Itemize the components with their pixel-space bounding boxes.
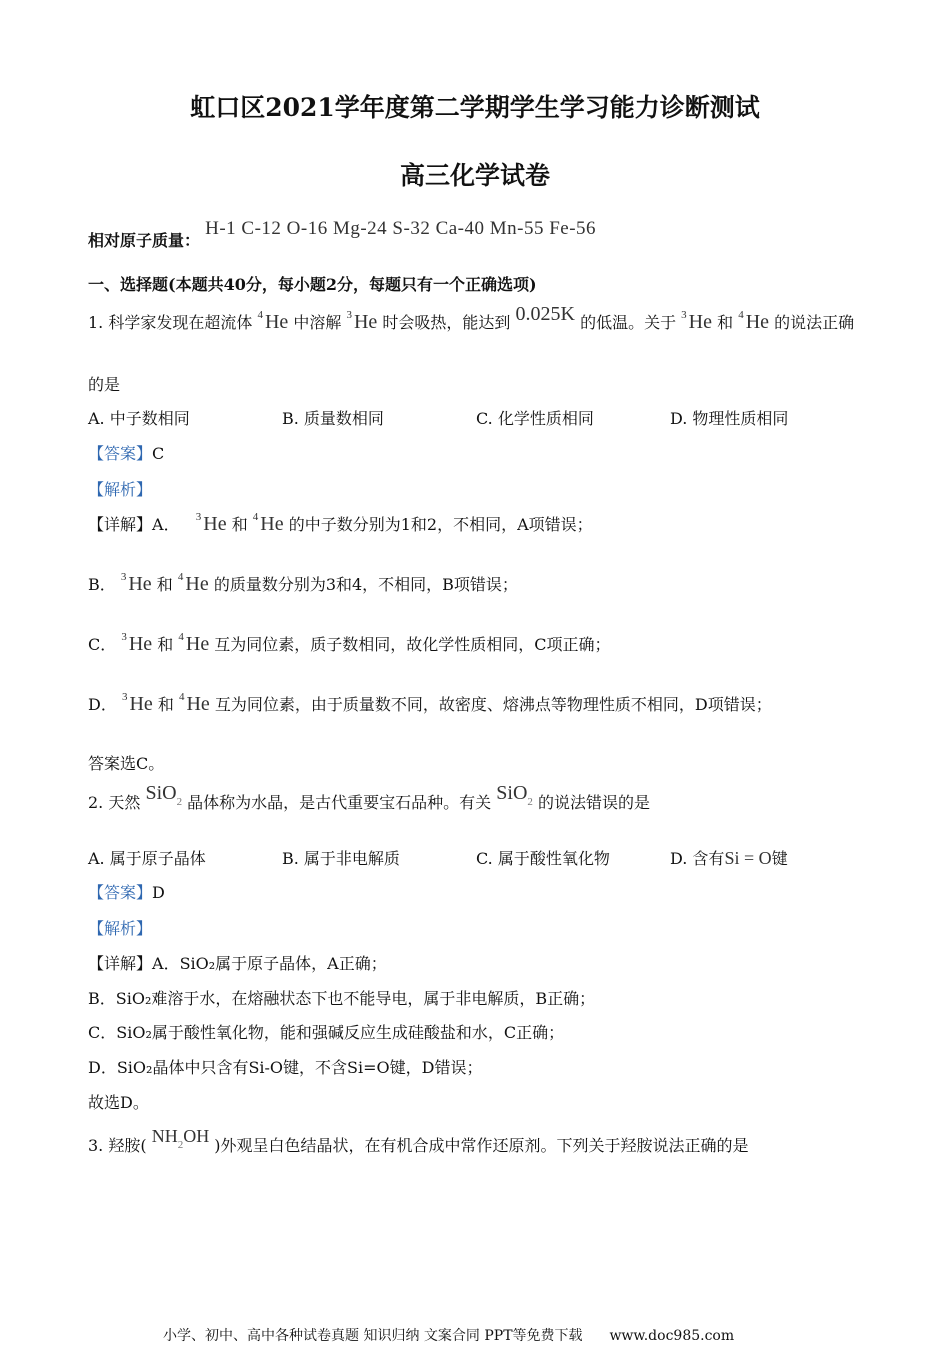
- atomic-masses: [88, 218, 597, 250]
- q2-answer: [88, 880, 165, 903]
- answer-value: D: [152, 883, 165, 902]
- q1-stem-part: 的说法正确: [774, 313, 855, 332]
- q2-detail-4: D．SiO₂晶体中只含有Si-O键，不含Si=O键，D错误；: [88, 1058, 483, 1077]
- q1-option-c: C. 化学性质相同: [476, 409, 594, 428]
- q1-answer: [88, 441, 164, 464]
- footer-site-link[interactable]: www.doc985.com: [609, 1328, 735, 1344]
- answer-tag: 【答案】: [88, 444, 153, 463]
- q1-detail-b: B． $^3$ He 和 $^4$ He 的质量数分别为3和4，不相同，B项错误；: [88, 571, 518, 595]
- sio2-formula: SiO$_2$: [145, 782, 183, 808]
- q2-detail-1: 【详解】A．SiO₂属于原子晶体，A正确；: [88, 954, 387, 973]
- he3-formula: $^3$ He: [681, 309, 712, 333]
- q2-option-d: D. 含有Si = O键: [670, 848, 788, 868]
- q2-detail-3: C．SiO₂属于酸性氧化物，能和强碱反应生成硅酸盐和水，C正确；: [88, 1023, 565, 1042]
- q2-analysis-tag: 【解析】: [88, 919, 153, 938]
- q1-analysis-tag: 【解析】: [88, 480, 153, 499]
- and-word: 和: [717, 313, 734, 332]
- q1-stem-part: 时会吸热，能达到: [382, 313, 511, 332]
- he4-formula: $^4$ He: [178, 631, 210, 655]
- sio2-formula: SiO$_2$: [496, 782, 533, 808]
- footer: [163, 1325, 734, 1345]
- he4-formula: $^4$ He: [252, 511, 284, 535]
- he3-formula: $^3$ He: [195, 511, 227, 535]
- answer-tag: 【答案】: [88, 883, 153, 902]
- page-subtitle: 高三化学试卷: [399, 161, 550, 190]
- he4-formula: $^4$ He: [178, 691, 210, 715]
- q1-stem-part: 中溶解: [293, 313, 342, 332]
- q1-stem-part: 1. 科学家发现在超流体: [88, 313, 253, 332]
- q2-option-c: C. 属于酸性氧化物: [476, 849, 610, 868]
- detail-tag: 【详解】: [88, 515, 153, 534]
- question-3-stem: 3. 羟胺( $NH_2OH$ )外观呈白色结晶状，在有机合成中常作还原剂。下列关于羟胺说法正确的是: [88, 1126, 749, 1155]
- question-1-stem: [88, 303, 855, 334]
- footer-text: 小学、初中、高中各种试卷真题 知识归纳 文案合同 PPT等免费下载: [163, 1328, 583, 1344]
- si-o-double-bond: Si = O: [724, 848, 772, 868]
- he3-formula: $^3$ He: [121, 691, 153, 715]
- page-title: 虹口区2021学年度第二学期学生学习能力诊断测试: [190, 93, 760, 122]
- section-heading: 一、选择题(本题共40分，每小题2分，每题只有一个正确选项): [88, 275, 537, 294]
- he4-formula: $^4$ He: [177, 571, 209, 595]
- answer-value: C: [152, 444, 165, 463]
- he3-formula: $^3$ He: [120, 571, 152, 595]
- q2-option-b: B. 属于非电解质: [282, 849, 400, 868]
- q1-option-a: A. 中子数相同: [88, 409, 190, 428]
- q2-option-a: A. 属于原子晶体: [88, 849, 206, 868]
- nh2oh-formula: $NH_2OH$: [151, 1126, 210, 1151]
- atomic-masses-values: H-1 C-12 O-16 Mg-24 S-32 Ca-40 Mn-55 Fe-56: [205, 218, 597, 239]
- q1-option-b: B. 质量数相同: [282, 409, 384, 428]
- atomic-masses-label: 相对原子质量：: [88, 231, 201, 250]
- q1-stem-part: 的低温。关于: [580, 313, 677, 332]
- temperature-value: 0.025K: [515, 303, 575, 325]
- question-1-stem-line2: 的是: [88, 375, 121, 394]
- q2-conclusion: 故选D。: [88, 1093, 149, 1112]
- q1-conclusion: 答案选C。: [88, 754, 165, 773]
- q1-detail-a: 【详解】A． $^3$ He 和 $^4$ He 的中子数分别为1和2，不相同，A项错误；: [88, 511, 593, 535]
- he3-formula: $^3$ He: [346, 309, 378, 333]
- q1-option-d: D. 物理性质相同: [670, 409, 789, 428]
- detail-tag: 【详解】: [88, 954, 153, 973]
- question-2-stem: 2. 天然 SiO$_2$ 晶体称为水晶，是古代重要宝石品种。有关 SiO$_2$ 的说法错误的是: [88, 782, 651, 812]
- q1-detail-c: C． $^3$ He 和 $^4$ He 互为同位素，质子数相同，故化学性质相同，C项正确；: [88, 631, 611, 655]
- he4-formula: $^4$ He: [738, 309, 770, 333]
- q1-detail-d: D． $^3$ He 和 $^4$ He 互为同位素，由于质量数不同，故密度、熔沸点等物理性质不相同，D项错误；: [88, 691, 772, 715]
- he3-formula: $^3$ He: [121, 631, 153, 655]
- he4-formula: $^4$ He: [257, 309, 289, 333]
- q2-detail-2: B．SiO₂难溶于水，在熔融状态下也不能导电，属于非电解质，B正确；: [88, 989, 596, 1008]
